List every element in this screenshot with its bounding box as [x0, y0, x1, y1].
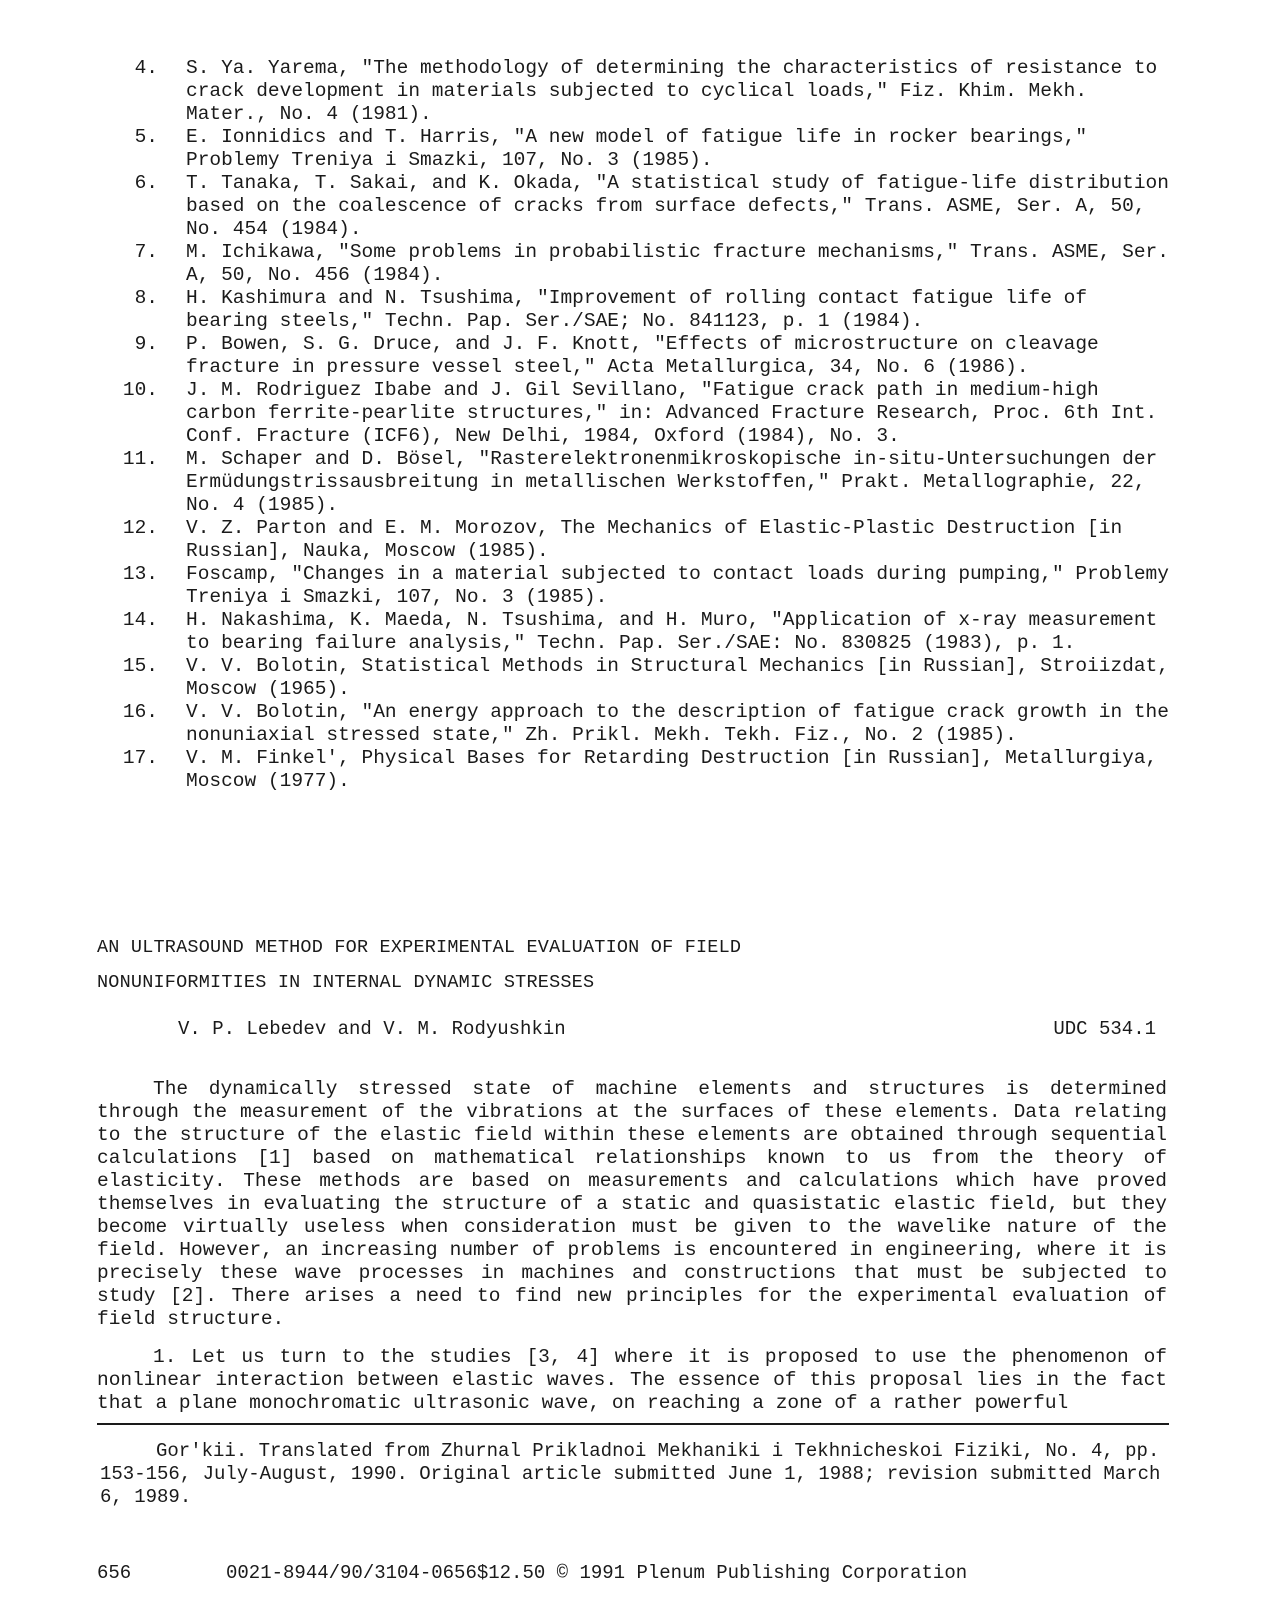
reference-text: T. Tanaka, T. Sakai, and K. Okada, "A statistical study of fatigue-life distribution based on the coalescence of cracks from surface defects," Trans. ASME, Ser. A, 50, No. 454 (1984).	[186, 172, 1169, 240]
reference-number: 15.	[122, 655, 158, 677]
reference-item	[100, 655, 1180, 701]
reference-number: 5.	[134, 126, 158, 148]
reference-item	[100, 747, 1180, 793]
reference-number: 13.	[122, 563, 158, 585]
reference-text: M. Schaper and D. Bösel, "Rasterelektronenmikroskopische in-situ-Untersuchungen der Ermüdungstrissausbreitung in metallischen Werkstoffen," Prakt. Metallographie, 22, No. 4 (1985).	[186, 448, 1158, 516]
body-paragraph-1: The dynamically stressed state of machine elements and structures is determined through the measurement of the vibrations at the surfaces of these elements. Data relating to the structure of the elastic field within these elements are obtained through sequential calculations [1] based on mathematical relationships known to us from the theory of elasticity. These methods are based on measurements and calculations which have proved themselves in evaluating the structure of a static and quasistatic elastic field, but they become virtually useless when consideration must be given to the wavelike nature of the field. However, an increasing number of problems is encountered in engineering, where it is precisely these wave processes in machines and constructions that must be subjected to study [2]. There arises a need to find new principles for the experimental evaluation of field structure.	[97, 1078, 1167, 1330]
reference-text: H. Nakashima, K. Maeda, N. Tsushima, and H. Muro, "Application of x-ray measurement to bearing failure analysis," Techn. Pap. Ser./SAE: No. 830825 (1983), p. 1.	[186, 609, 1158, 654]
reference-text: P. Bowen, S. G. Druce, and J. F. Knott, "Effects of microstructure on cleavage fracture in pressure vessel steel," Acta Metallurgica, 34, No. 6 (1986).	[186, 333, 1099, 378]
reference-item	[100, 57, 1180, 126]
reference-text: V. V. Bolotin, "An energy approach to the description of fatigue crack growth in the nonuniaxial stressed state," Zh. Prikl. Mekh. Tekh. Fiz., No. 2 (1985).	[186, 701, 1169, 746]
body-paragraph-2: 1. Let us turn to the studies [3, 4] where it is proposed to use the phenomenon of nonlinear interaction between elastic waves. The essence of this proposal lies in the fact that a plane monochromatic ultrasonic wave, on reaching a zone of a rather powerful	[97, 1346, 1167, 1414]
reference-number: 11.	[122, 448, 158, 470]
reference-text: H. Kashimura and N. Tsushima, "Improvement of rolling contact fatigue life of bearing steels," Techn. Pap. Ser./SAE; No. 841123, p. 1 (1984).	[186, 287, 1088, 332]
reference-list	[100, 57, 1180, 793]
article-title-line-2: NONUNIFORMITIES IN INTERNAL DYNAMIC STRESSES	[97, 972, 595, 993]
reference-item	[100, 609, 1180, 655]
reference-item	[100, 126, 1180, 172]
article-title-line-1: AN ULTRASOUND METHOD FOR EXPERIMENTAL EVALUATION OF FIELD	[97, 937, 742, 958]
reference-item	[100, 701, 1180, 747]
reference-item	[100, 172, 1180, 241]
reference-item	[100, 241, 1180, 287]
reference-number: 14.	[122, 609, 158, 631]
reference-text: Foscamp, "Changes in a material subjected to contact loads during pumping," Problemy Treniya i Smazki, 107, No. 3 (1985).	[186, 563, 1169, 608]
reference-number: 16.	[122, 701, 158, 723]
article-authors: V. P. Lebedev and V. M. Rodyushkin	[178, 1018, 566, 1040]
reference-number: 8.	[134, 287, 158, 309]
reference-text: M. Ichikawa, "Some problems in probabilistic fracture mechanisms," Trans. ASME, Ser. A, 50, No. 456 (1984).	[186, 241, 1169, 286]
publication-code: 0021-8944/90/3104-0656$12.50 © 1991 Plenum Publishing Corporation	[226, 1562, 968, 1584]
reference-item	[100, 563, 1180, 609]
reference-number: 10.	[122, 379, 158, 401]
reference-number: 6.	[134, 172, 158, 194]
footnote-divider	[97, 1423, 1169, 1425]
reference-number: 7.	[134, 241, 158, 263]
reference-number: 9.	[134, 333, 158, 355]
reference-number: 12.	[122, 517, 158, 539]
reference-item	[100, 448, 1180, 517]
reference-text: J. M. Rodriguez Ibabe and J. Gil Sevillano, "Fatigue crack path in medium-high carbon ferrite-pearlite structures," in: Advanced Fracture Research, Proc. 6th Int. Conf. Fracture (ICF6), New Delhi, 1984, Oxford (1984), No. 3.	[186, 379, 1158, 447]
reference-item	[100, 333, 1180, 379]
reference-item	[100, 517, 1180, 563]
footnote: Gor'kii. Translated from Zhurnal Prikladnoi Mekhaniki i Tekhnicheskoi Fiziki, No. 4, pp. 153-156, July-August, 1990. Original article submitted June 1, 1988; revision submitted March 6, 1989.	[100, 1440, 1161, 1508]
reference-text: V. M. Finkel', Physical Bases for Retarding Destruction [in Russian], Metallurgiya, Moscow (1977).	[186, 747, 1158, 792]
udc-code: UDC 534.1	[1053, 1018, 1156, 1040]
reference-text: V. V. Bolotin, Statistical Methods in Structural Mechanics [in Russian], Stroiizdat, Moscow (1965).	[186, 655, 1169, 700]
reference-item	[100, 287, 1180, 333]
reference-text: V. Z. Parton and E. M. Morozov, The Mechanics of Elastic-Plastic Destruction [in Russian], Nauka, Moscow (1985).	[186, 517, 1123, 562]
reference-number: 17.	[122, 747, 158, 769]
reference-item	[100, 379, 1180, 448]
reference-text: S. Ya. Yarema, "The methodology of determining the characteristics of resistance to crack development in materials subjected to cyclical loads," Fiz. Khim. Mekh. Mater., No. 4 (1981).	[186, 57, 1158, 125]
reference-number: 4.	[134, 57, 158, 79]
reference-text: E. Ionnidics and T. Harris, "A new model of fatigue life in rocker bearings," Problemy Treniya i Smazki, 107, No. 3 (1985).	[186, 126, 1088, 171]
page-number: 656	[97, 1562, 132, 1584]
